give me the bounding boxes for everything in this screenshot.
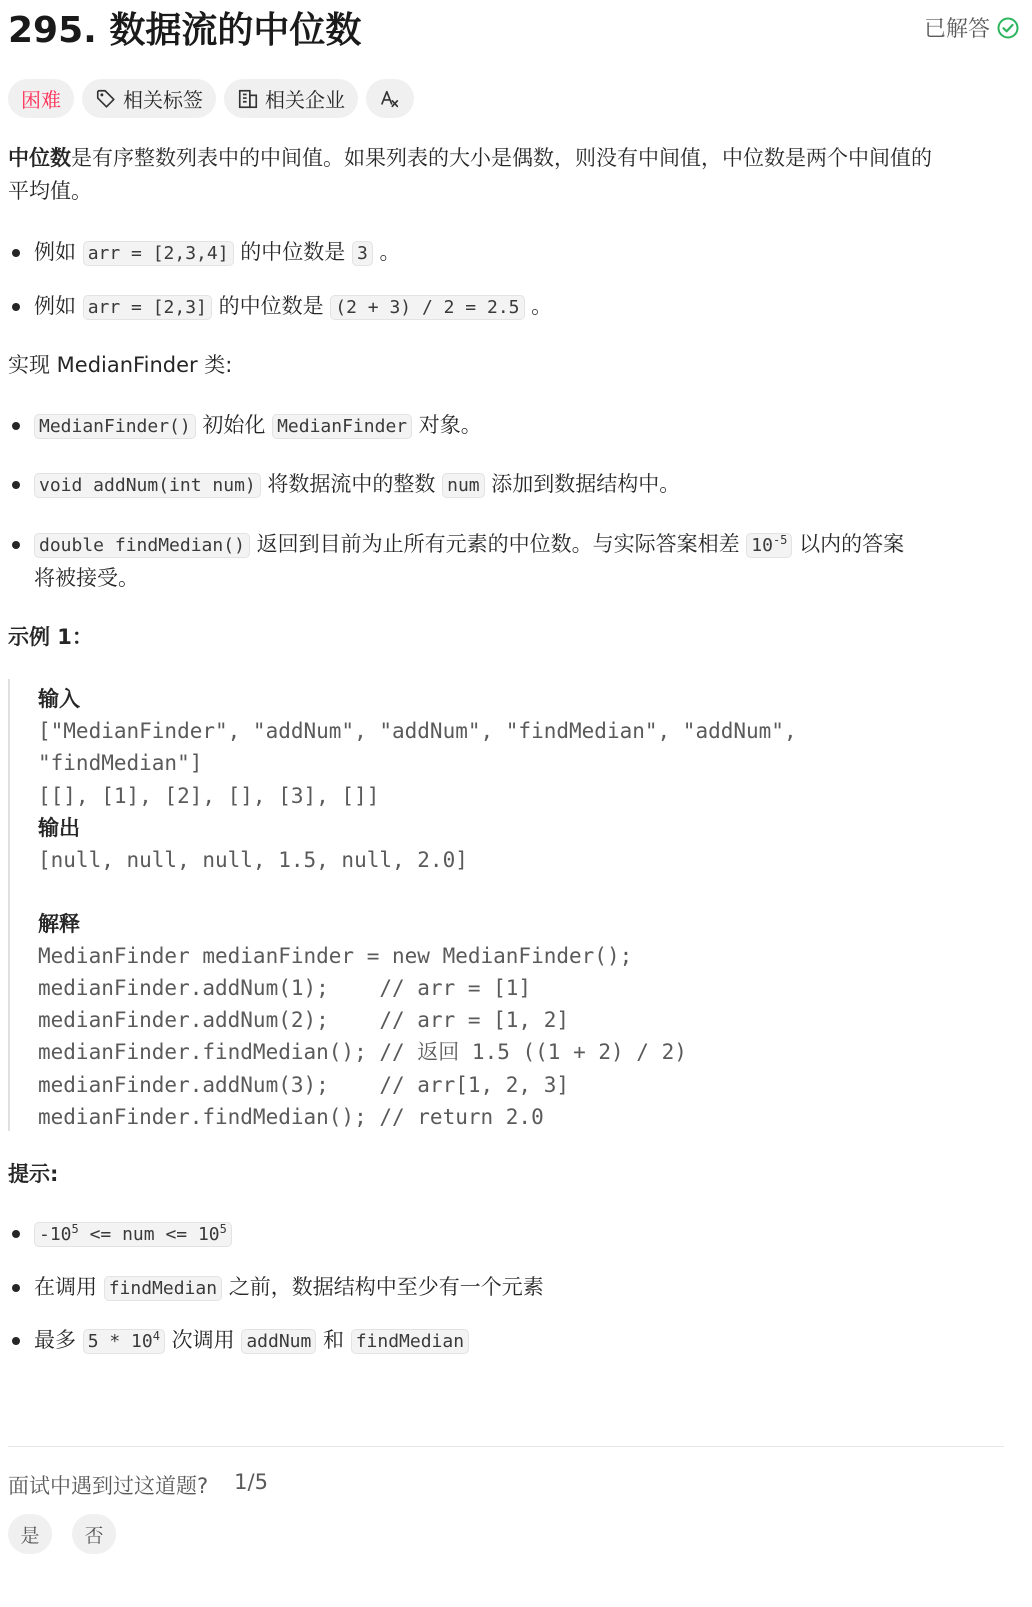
inline-code-exp: 5: [219, 1222, 227, 1236]
inline-code: findMedian: [104, 1276, 222, 1301]
translate-icon: [379, 88, 401, 110]
inline-code-exp: -5: [772, 533, 788, 547]
interview-question-count: 1/5: [234, 1470, 268, 1494]
solved-status: [924, 12, 1020, 43]
list-item: [8, 1271, 544, 1305]
difficulty-label: 困难: [21, 88, 61, 112]
solved-label: 已解答: [923, 17, 990, 42]
list-item: [8, 1217, 232, 1251]
inline-code: addNum: [241, 1329, 316, 1354]
explain-label: 解释: [38, 912, 80, 936]
related-companies-button[interactable]: [224, 79, 358, 118]
inline-code-part: <= num <= 10: [78, 1224, 220, 1245]
list-item-text: 以内的答案: [792, 532, 905, 556]
inline-code: arr = [2,3,4]: [83, 241, 234, 266]
header: [8, 0, 1024, 64]
output-label: 输出: [38, 816, 80, 840]
code-line: medianFinder.addNum(2); // arr = [1, 2]: [38, 1008, 570, 1032]
list-item: [8, 468, 680, 502]
list-item-text: 之前，数据结构中至少有一个元素: [222, 1275, 544, 1299]
list-item-text: 次调用: [164, 1328, 242, 1352]
example-heading: 示例 1：: [8, 625, 93, 649]
inline-code: MedianFinder(): [34, 414, 196, 439]
list-item: [8, 1324, 469, 1358]
list-item: [8, 236, 400, 270]
list-item: [8, 409, 482, 443]
tag-icon: [95, 88, 117, 110]
inline-code: double findMedian(): [34, 533, 250, 558]
inline-code: (2 + 3) / 2 = 2.5: [330, 295, 524, 320]
inline-code: [746, 533, 792, 558]
intro-paragraph: [8, 142, 932, 208]
interview-question-text: 面试中遇到过这道题?: [8, 1474, 209, 1498]
list-item-text: 。: [524, 294, 553, 318]
list-item-text: 和: [316, 1328, 351, 1352]
intro-text-end: 平均值。: [8, 179, 92, 203]
inline-code-base: 10: [751, 535, 773, 556]
interview-question-row: [8, 1470, 268, 1500]
input-label: 输入: [38, 687, 80, 711]
tag-bar: [8, 79, 414, 118]
list-item-text: 的中位数是: [211, 294, 331, 318]
list-item-text: 。: [372, 240, 401, 264]
check-circle-icon: [996, 16, 1020, 40]
implement-paragraph: 实现 MedianFinder 类:: [8, 353, 233, 377]
list-item: [8, 528, 1004, 595]
list-item-text: 对象。: [412, 413, 482, 437]
list-item-text: 将数据流中的整数: [260, 472, 443, 496]
list-item-text: 例如: [34, 294, 83, 318]
interview-answer-buttons: [8, 1514, 116, 1554]
list-item-text: 将被接受。: [34, 566, 139, 590]
inline-code-part: -10: [39, 1224, 72, 1245]
inline-code: [34, 1222, 232, 1247]
inline-code: MedianFinder: [272, 414, 412, 439]
hints-heading: 提示:: [8, 1162, 59, 1186]
inline-code: [83, 1329, 165, 1354]
code-line: medianFinder.addNum(1); // arr = [1]: [38, 976, 532, 1000]
inline-code-exp: 5: [71, 1222, 79, 1236]
no-button[interactable]: 否: [72, 1514, 116, 1554]
translate-button[interactable]: [366, 79, 414, 118]
code-line: MedianFinder medianFinder = new MedianFinder();: [38, 944, 633, 968]
code-line: "findMedian"]: [38, 751, 203, 775]
inline-code: 3: [352, 241, 373, 266]
inline-code: arr = [2,3]: [83, 295, 212, 320]
example-block: [8, 679, 998, 1131]
inline-code-exp: 4: [152, 1329, 160, 1343]
list-item-text: 最多: [34, 1328, 83, 1352]
list-item-text: 初始化: [195, 413, 273, 437]
divider: [8, 1446, 1004, 1447]
code-line: [[], [1], [2], [], [3], []]: [38, 784, 380, 808]
problem-title[interactable]: 295. 数据流的中位数: [8, 10, 362, 51]
code-line: medianFinder.findMedian(); // 返回 1.5 ((1 + 2) / 2): [38, 1040, 687, 1064]
inline-code-part: 5 * 10: [87, 1331, 153, 1352]
related-companies-label: 相关企业: [265, 88, 345, 112]
intro-text: 是有序整数列表中的中间值。如果列表的大小是偶数，则没有中间值，中位数是两个中间值的: [71, 146, 932, 170]
inline-code: void addNum(int num): [34, 473, 261, 498]
yes-button[interactable]: 是: [8, 1514, 52, 1554]
list-item: [8, 290, 552, 324]
median-term: 中位数: [8, 146, 71, 170]
related-tags-label: 相关标签: [123, 88, 203, 112]
code-line: [null, null, null, 1.5, null, 2.0]: [38, 848, 468, 872]
difficulty-badge: [8, 79, 74, 118]
list-item-text: 例如: [34, 240, 83, 264]
list-item-text: 添加到数据结构中。: [484, 472, 681, 496]
inline-code: num: [442, 473, 485, 498]
list-item-text: 的中位数是: [233, 240, 352, 264]
list-item-text: 在调用: [34, 1275, 104, 1299]
inline-code: findMedian: [351, 1329, 469, 1354]
code-line: medianFinder.addNum(3); // arr[1, 2, 3]: [38, 1073, 570, 1097]
related-tags-button[interactable]: [82, 79, 216, 118]
code-line: medianFinder.findMedian(); // return 2.0: [38, 1105, 544, 1129]
code-line: ["MedianFinder", "addNum", "addNum", "findMedian", "addNum",: [38, 719, 797, 743]
building-icon: [237, 88, 259, 110]
list-item-text: 返回到目前为止所有元素的中位数。与实际答案相差: [249, 532, 747, 556]
